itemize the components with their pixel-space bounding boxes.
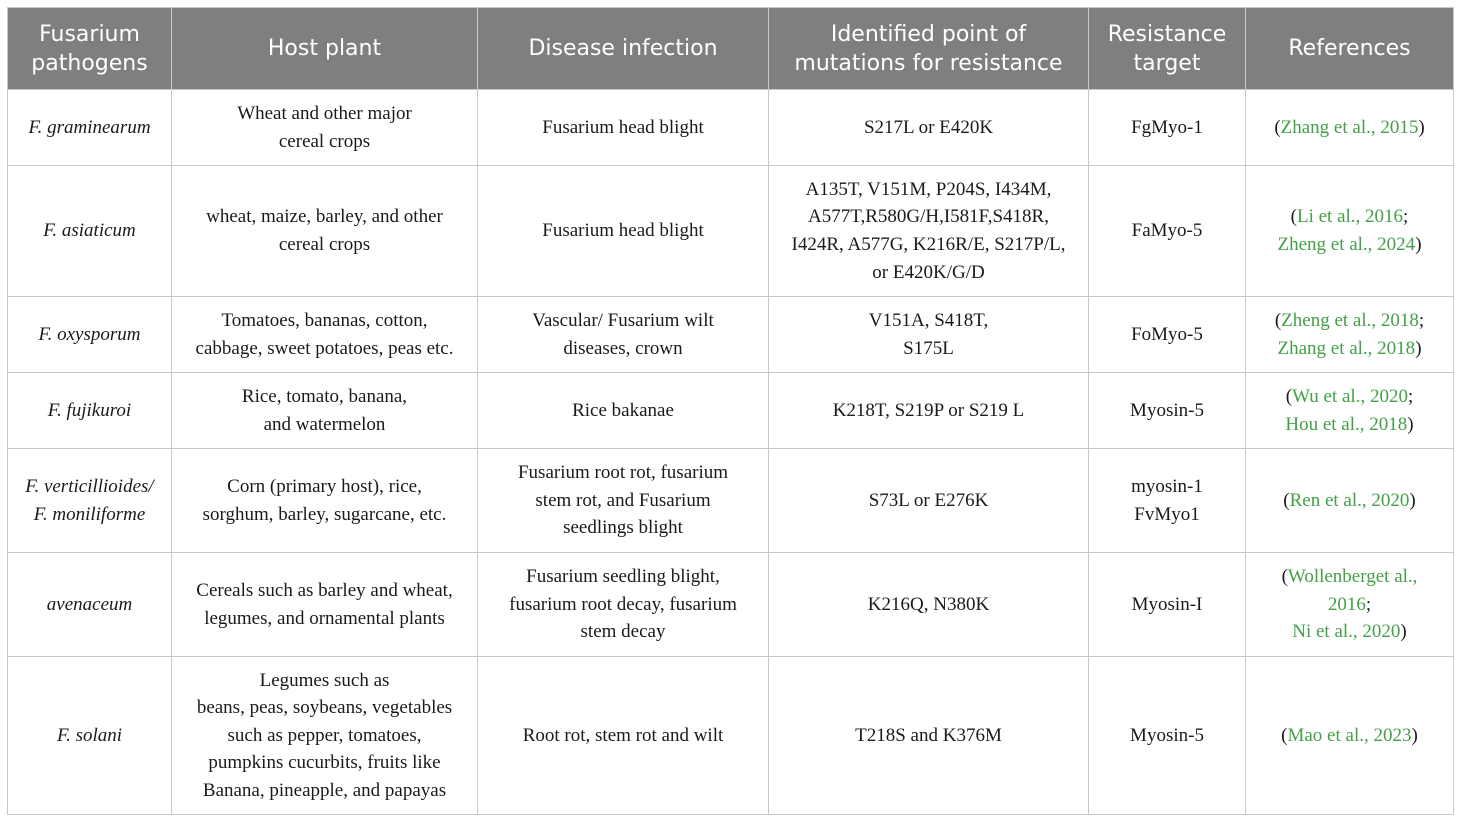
mutations-cell: [769, 449, 1089, 553]
cell-text-line: V151A, S418T,: [868, 309, 989, 331]
table-row: [8, 166, 1454, 297]
host-plant-cell: [172, 297, 478, 373]
references-cell: [1246, 657, 1454, 815]
header-text: Identified point of: [830, 21, 1027, 47]
cell-text-line: Myosin-5: [1130, 724, 1204, 746]
reference-line: [1254, 487, 1445, 515]
reference-link[interactable]: Zheng et al., 2024: [1277, 234, 1416, 255]
resistance-target-cell: [1089, 553, 1246, 657]
reference-punctuation: ;: [1407, 385, 1414, 407]
header-text: Resistance: [1107, 21, 1227, 47]
cell-text-line: stem decay: [580, 621, 666, 643]
mutations-cell: [769, 297, 1089, 373]
references-cell: [1246, 297, 1454, 373]
reference-punctuation: ;: [1418, 309, 1425, 331]
cell-text-line: F. verticillioides/: [25, 475, 154, 497]
resistance-table: [7, 7, 1454, 815]
resistance-target-cell: [1089, 90, 1246, 166]
cell-text-line: wheat, maize, barley, and other: [206, 206, 443, 228]
reference-line: [1254, 203, 1445, 231]
header-mutations: [769, 8, 1089, 90]
cell-text-line: F. moniliforme: [33, 503, 146, 525]
cell-text-line: I424R, A577G, K216R/E, S217P/L,: [791, 234, 1066, 255]
cell-text-line: Myosin-I: [1131, 593, 1203, 615]
cell-text-line: Tomatoes, bananas, cotton,: [221, 309, 428, 331]
header-host-plant: [172, 8, 478, 90]
mutations-cell: [769, 553, 1089, 657]
cell-text-line: Banana, pineapple, and papayas: [202, 779, 447, 801]
reference-punctuation: ): [1411, 724, 1418, 746]
resistance-target-cell: [1089, 449, 1246, 553]
header-text: Host plant: [267, 36, 382, 61]
reference-link[interactable]: Hou et al., 2018: [1285, 413, 1408, 435]
reference-punctuation: (: [1283, 489, 1290, 511]
cell-text-line: Wheat and other major: [237, 102, 412, 124]
reference-line: [1254, 411, 1445, 439]
reference-punctuation: (: [1281, 566, 1288, 588]
table-row: [8, 297, 1454, 373]
reference-line: [1254, 114, 1445, 142]
resistance-target-cell: [1089, 373, 1246, 449]
disease-cell: [478, 297, 769, 373]
cell-text-line: F. fujikuroi: [47, 399, 132, 421]
header-pathogens: [8, 8, 172, 90]
header-text: target: [1133, 50, 1201, 76]
host-plant-cell: [172, 166, 478, 297]
table-row: [8, 373, 1454, 449]
reference-line: [1254, 335, 1445, 363]
cell-text-line: Rice bakanae: [572, 399, 674, 421]
cell-text-line: such as pepper, tomatoes,: [227, 724, 422, 746]
disease-cell: [478, 166, 769, 297]
references-cell: [1246, 553, 1454, 657]
host-plant-cell: [172, 90, 478, 166]
reference-punctuation: ): [1418, 116, 1425, 138]
cell-text-line: and watermelon: [263, 413, 386, 435]
header-disease-infection: [478, 8, 769, 90]
reference-link[interactable]: Zhang et al., 2018: [1277, 337, 1416, 359]
reference-punctuation: (: [1290, 206, 1297, 228]
cell-text-line: Cereals such as barley and wheat,: [196, 579, 453, 601]
references-cell: [1246, 449, 1454, 553]
reference-link[interactable]: Ni et al., 2020: [1292, 621, 1401, 643]
host-plant-cell: [172, 657, 478, 815]
cell-text-line: FvMyo1: [1134, 503, 1200, 525]
pathogen-cell: [8, 657, 172, 815]
cell-text-line: FaMyo-5: [1131, 220, 1203, 242]
mutations-cell: [769, 373, 1089, 449]
reference-link[interactable]: Zhang et al., 2015: [1280, 116, 1419, 138]
host-plant-cell: [172, 373, 478, 449]
reference-link[interactable]: Wu et al., 2020: [1292, 385, 1408, 407]
cell-text-line: A577T,R580G/H,I581F,S418R,: [808, 206, 1049, 228]
cell-text-line: avenaceum: [46, 593, 133, 615]
header-text: References: [1288, 36, 1411, 61]
cell-text-line: Vascular/ Fusarium wilt: [532, 309, 714, 331]
reference-punctuation: ;: [1403, 206, 1409, 228]
reference-punctuation: ): [1415, 234, 1422, 255]
table-body: [8, 90, 1454, 815]
cell-text-line: F. graminearum: [28, 116, 151, 138]
cell-text-line: K216Q, N380K: [867, 593, 990, 615]
pathogen-cell: [8, 553, 172, 657]
cell-text-line: legumes, and ornamental plants: [204, 607, 445, 629]
reference-line: [1254, 307, 1445, 335]
reference-line: [1254, 722, 1445, 750]
cell-text-line: A135T, V151M, P204S, I434M,: [805, 178, 1052, 200]
header-text: pathogens: [31, 50, 148, 76]
reference-punctuation: ;: [1365, 593, 1372, 615]
cell-text-line: Fusarium head blight: [542, 116, 704, 138]
cell-text-line: sorghum, barley, sugarcane, etc.: [202, 503, 447, 525]
cell-text-line: FoMyo-5: [1131, 323, 1203, 345]
cell-text-line: Fusarium root rot, fusarium: [517, 462, 729, 484]
cell-text-line: or E420K/G/D: [872, 261, 985, 283]
cell-text-line: stem rot, and Fusarium: [535, 489, 711, 511]
references-cell: [1246, 373, 1454, 449]
reference-punctuation: (: [1274, 309, 1282, 331]
cell-text-line: FgMyo-1: [1131, 116, 1203, 138]
table-row: [8, 553, 1454, 657]
cell-text-line: T218S and K376M: [855, 724, 1002, 746]
cell-text-line: F. solani: [56, 724, 123, 746]
cell-text-line: S175L: [903, 337, 954, 359]
table-row: [8, 449, 1454, 553]
reference-punctuation: (: [1281, 724, 1288, 746]
reference-punctuation: (: [1274, 116, 1281, 138]
cell-text-line: seedlings blight: [563, 517, 683, 539]
reference-link[interactable]: Mao et al., 2023: [1287, 724, 1412, 746]
reference-punctuation: ): [1407, 413, 1414, 435]
table-row: [8, 657, 1454, 815]
cell-text-line: S73L or E276K: [868, 489, 989, 511]
table-row: [8, 90, 1454, 166]
cell-text-line: F. oxysporum: [38, 323, 141, 345]
cell-text-line: Rice, tomato, banana,: [241, 385, 408, 407]
reference-punctuation: ): [1409, 489, 1416, 511]
reference-punctuation: ): [1400, 621, 1407, 643]
cell-text-line: cereal crops: [278, 234, 371, 255]
disease-cell: [478, 449, 769, 553]
reference-link[interactable]: Ren et al., 2020: [1289, 489, 1410, 511]
header-text: Fusarium: [39, 21, 140, 47]
cell-text-line: Legumes such as: [259, 669, 390, 691]
pathogen-cell: [8, 373, 172, 449]
cell-text-line: fusarium root decay, fusarium: [509, 593, 737, 615]
reference-link[interactable]: Li et al., 2016: [1296, 206, 1404, 228]
header-text: mutations for resistance: [794, 50, 1063, 76]
header-text: Disease infection: [528, 36, 718, 61]
pathogen-cell: [8, 90, 172, 166]
cell-text-line: diseases, crown: [563, 337, 683, 359]
cell-text-line: K218T, S219P or S219 L: [832, 399, 1025, 421]
pathogen-cell: [8, 449, 172, 553]
reference-line: [1254, 383, 1445, 411]
cell-text-line: F. asiaticum: [43, 220, 136, 242]
disease-cell: [478, 657, 769, 815]
pathogen-cell: [8, 166, 172, 297]
host-plant-cell: [172, 449, 478, 553]
references-cell: [1246, 166, 1454, 297]
cell-text-line: cabbage, sweet potatoes, peas etc.: [195, 337, 454, 359]
resistance-target-cell: [1089, 166, 1246, 297]
mutations-cell: [769, 657, 1089, 815]
reference-link[interactable]: 2016: [1327, 593, 1366, 615]
reference-line: [1254, 618, 1445, 646]
cell-text-line: Myosin-5: [1130, 399, 1204, 421]
cell-text-line: Fusarium seedling blight,: [526, 566, 720, 588]
cell-text-line: myosin-1: [1131, 475, 1203, 497]
resistance-target-cell: [1089, 297, 1246, 373]
host-plant-cell: [172, 553, 478, 657]
pathogen-cell: [8, 297, 172, 373]
reference-line: [1254, 231, 1445, 259]
cell-text-line: Corn (primary host), rice,: [227, 475, 422, 497]
references-cell: [1246, 90, 1454, 166]
reference-link[interactable]: Zheng et al., 2018: [1281, 309, 1419, 331]
mutations-cell: [769, 166, 1089, 297]
cell-text-line: beans, peas, soybeans, vegetables: [196, 697, 453, 719]
resistance-target-cell: [1089, 657, 1246, 815]
cell-text-line: pumpkins cucurbits, fruits like: [208, 752, 441, 774]
reference-line: [1254, 563, 1445, 591]
reference-link[interactable]: Wollenberget al.,: [1287, 566, 1418, 588]
cell-text-line: Fusarium head blight: [542, 220, 704, 242]
reference-punctuation: ): [1415, 337, 1422, 359]
cell-text-line: S217L or E420K: [863, 116, 994, 138]
reference-line: [1254, 591, 1445, 619]
mutations-cell: [769, 90, 1089, 166]
header-row: [8, 8, 1454, 90]
disease-cell: [478, 373, 769, 449]
header-resistance-target: [1089, 8, 1246, 90]
disease-cell: [478, 90, 769, 166]
disease-cell: [478, 553, 769, 657]
header-references: [1246, 8, 1454, 90]
cell-text-line: Root rot, stem rot and wilt: [522, 724, 724, 746]
reference-punctuation: (: [1285, 385, 1293, 407]
cell-text-line: cereal crops: [278, 130, 371, 152]
